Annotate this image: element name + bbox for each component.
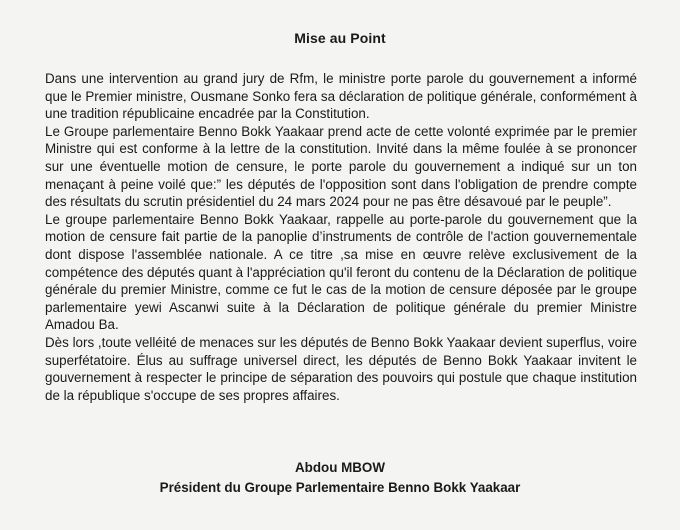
signature-block bbox=[0, 458, 680, 498]
document-body bbox=[45, 70, 637, 404]
paragraph-1: Dans une intervention au grand jury de Rfm, le ministre porte parole du gouvernement a informé que le Premier ministre, Ousmane Sonko fera sa déclaration de politique générale, conformément à une tradition républicaine encadrée par la Constitution. bbox=[45, 71, 637, 122]
paragraph-2: Le Groupe parlementaire Benno Bokk Yaakaar prend acte de cette volonté exprimée par le premier Ministre qui est conforme à la lettre de la constitution. Invité dans la même foulée à se prononcer sur une éventuelle motion de censure, le porte parole du gouvernement a indiqué sur un ton menaçant à peine voilé que:” les députés de l'opposition sont dans l'obligation de prendre compte des résultats du scrutin présidentiel du 24 mars 2024 pour ne pas être désavoué par le peuple”. bbox=[45, 123, 637, 210]
signatory-name: Abdou MBOW bbox=[295, 460, 385, 475]
signatory-role: Président du Groupe Parlementaire Benno Bokk Yaakaar bbox=[159, 480, 521, 495]
paragraph-3: Le groupe parlementaire Benno Bokk Yaakaar, rappelle au porte-parole du gouvernement que la motion de censure fait partie de la panoplie d’instruments de contrôle de l'action gouvernementale dont dispose l'assemblée nationale. A ce titre ,sa mise en œuvre relève exclusivement de la compétence des députés quant à l'appréciation qu'il feront du contenu de la Déclaration de politique générale du premier Ministre, comme ce fut le cas de la motion de censure déposée par le groupe parlementaire yewi Ascanwi suite à la Déclaration de politique générale du premier Ministre Amadou Ba. bbox=[45, 211, 637, 333]
paragraph-4: Dès lors ,toute velléité de menaces sur les députés de Benno Bokk Yaakaar devient superflus, voire superfétatoire. Élus au suffrage universel direct, les députés de Benno Bokk Yaakaar invitent le gouvernement à respecter le principe de séparation des pouvoirs qui postule que chaque institution de la république s'occupe de ses propres affaires. bbox=[45, 334, 637, 403]
document-title: Mise au Point bbox=[294, 30, 386, 46]
